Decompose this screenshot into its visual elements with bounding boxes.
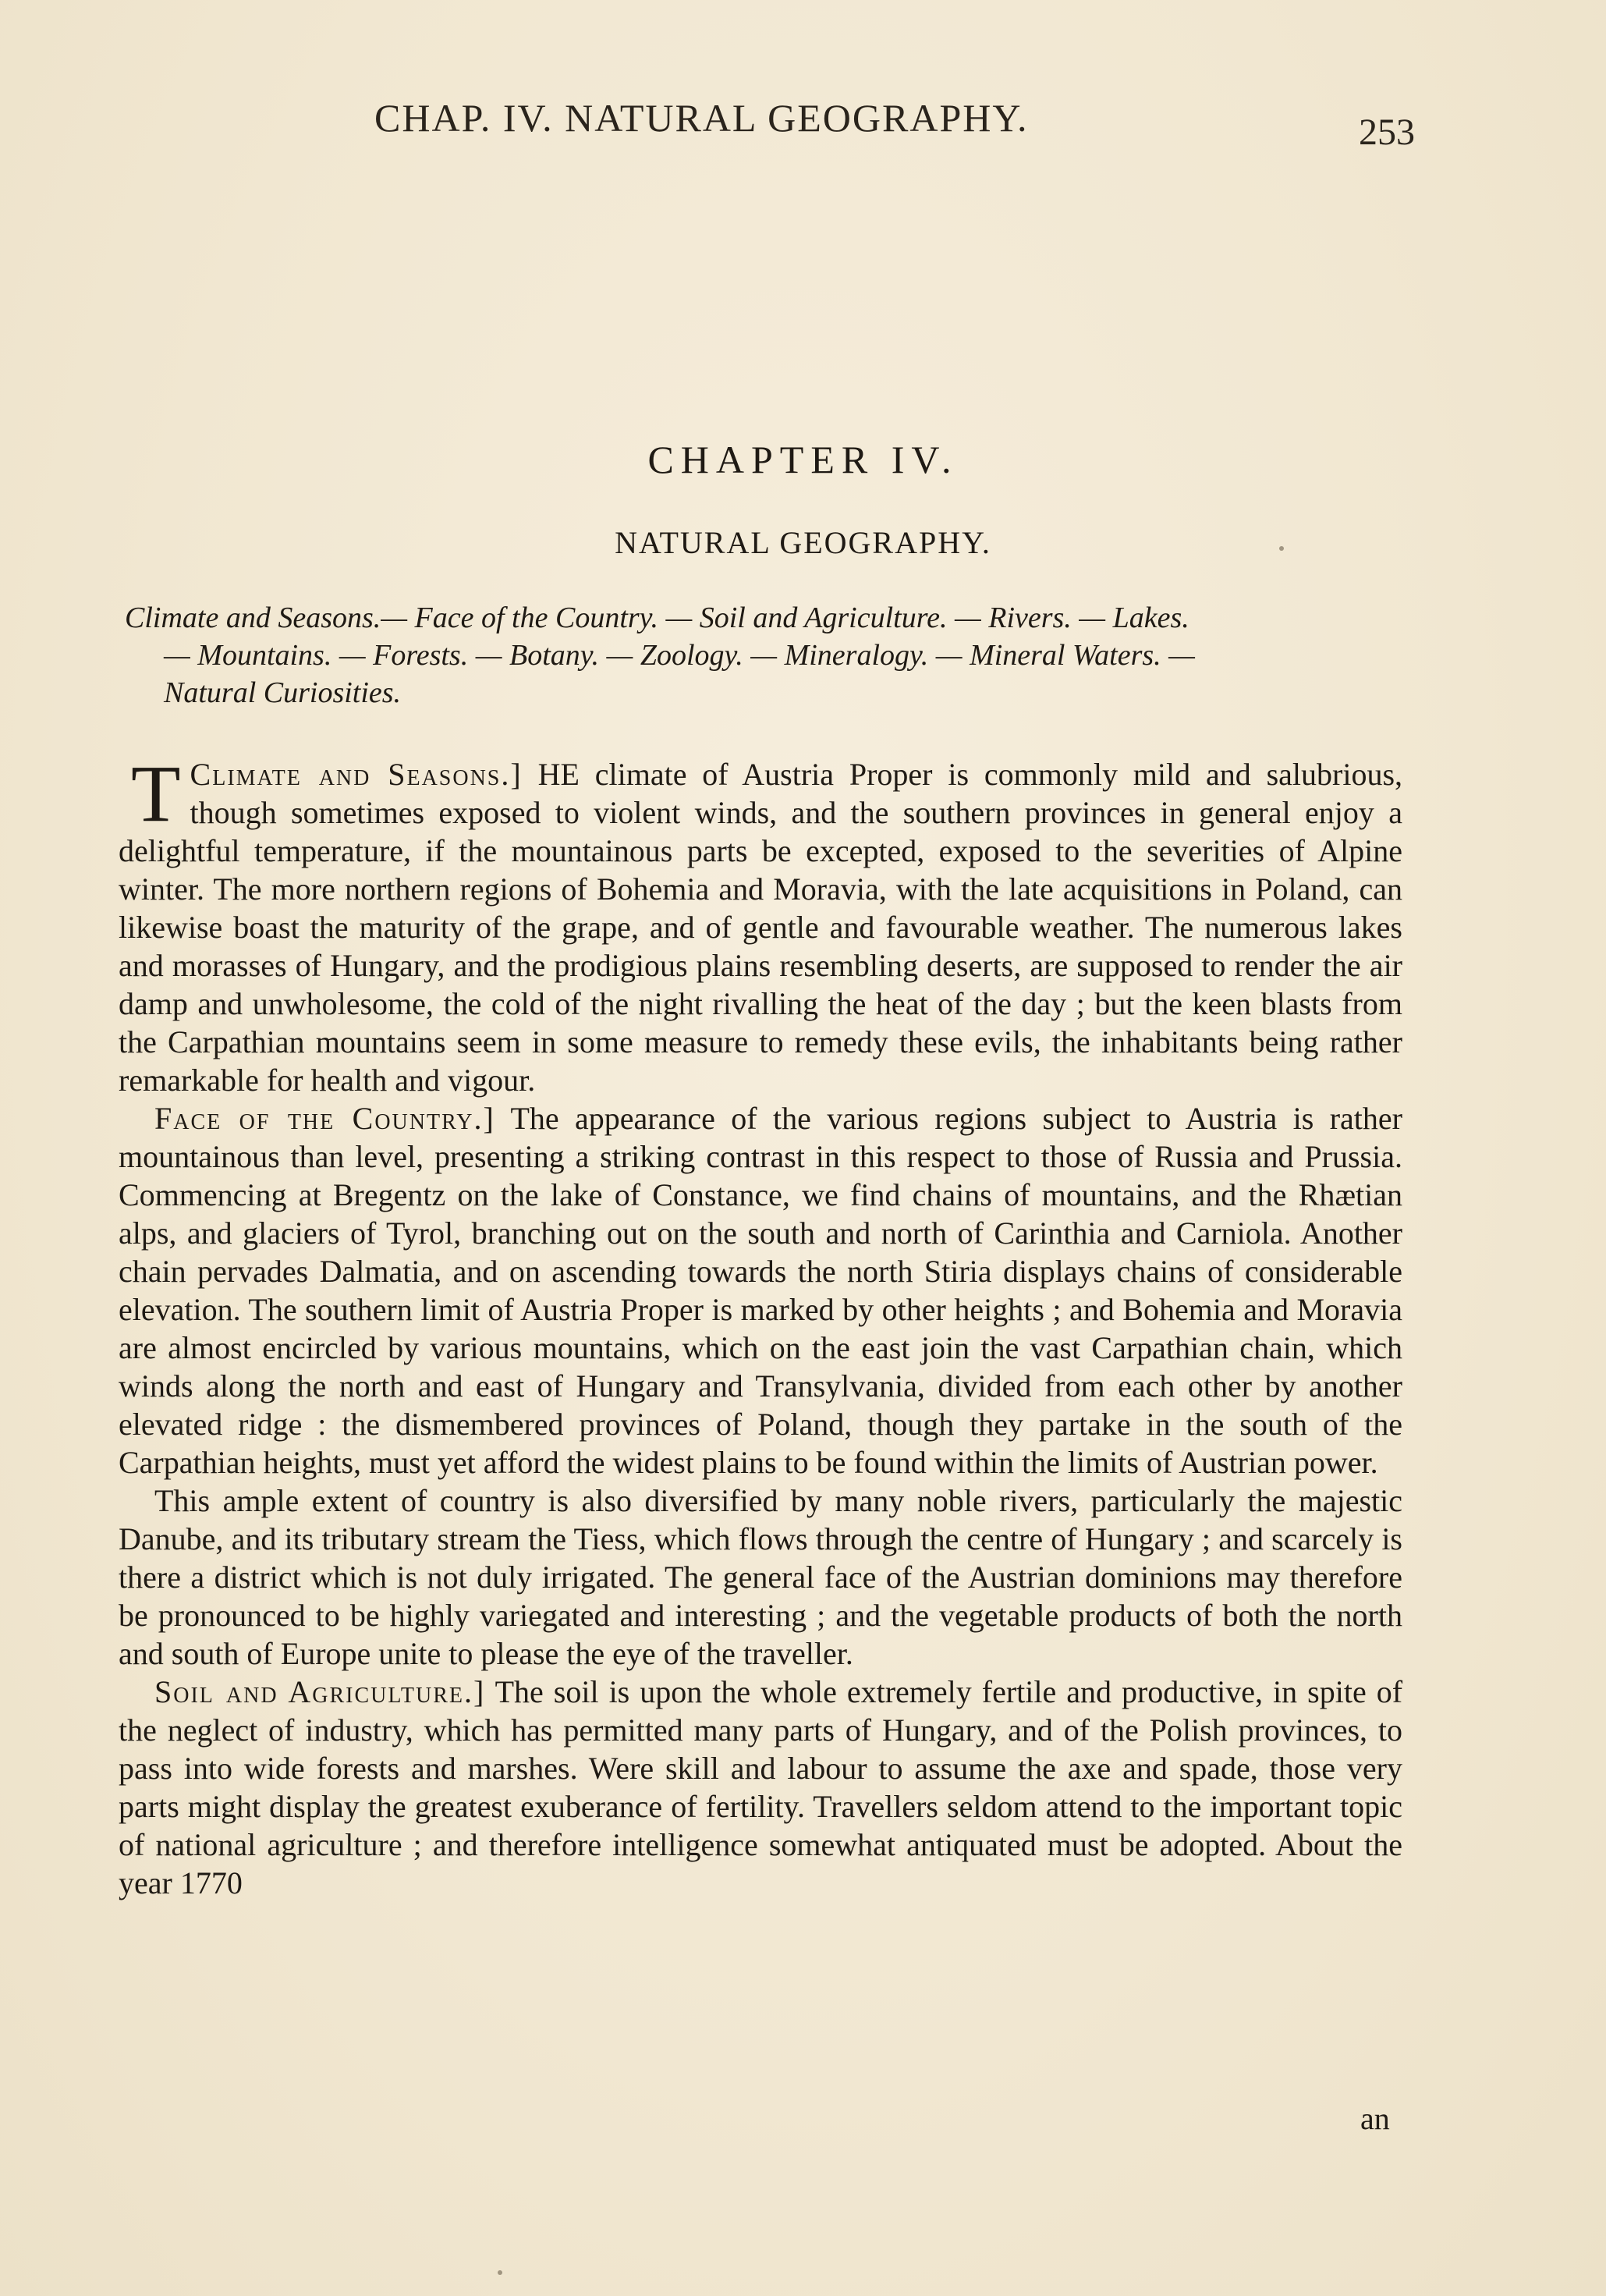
contents-line-3: Natural Curiosities.	[164, 676, 402, 709]
paragraph-face	[119, 1099, 1402, 1482]
running-head: CHAP. IV. NATURAL GEOGRAPHY.	[374, 96, 1029, 140]
paragraph-soil	[119, 1673, 1402, 1902]
paper-speck	[1279, 546, 1284, 551]
paragraph-soil-text: The soil is upon the whole extremely fertile and productive, in spite of the neglect of industry, which has permitted many parts of Hungary, and of the Polish provinces, to pass into wide forests and marshes. Were skill and labour to assume the axe and spade, those very parts might display the greatest exuberance of fertility. Travellers seldom attend to the important topic of national agriculture ; and therefore intelligence somewhat antiquated must be adopted. About the year 1770	[119, 1674, 1403, 1900]
section-heading-climate: Climate and Seasons.]	[190, 757, 523, 792]
section-heading-face: Face of the Country.]	[154, 1101, 495, 1136]
contents-line-2: — Mountains. — Forests. — Botany. — Zoology. — Mineralogy. — Mineral Waters. —	[164, 639, 1195, 672]
paragraph-rivers: This ample extent of country is also diversified by many noble rivers, particularly the majestic Danube, and its tributary stream the Tiess, which flows through the centre of Hungary ; and scarcely is there a district which is not duly irrigated. The general face of the Austrian dominions may therefore be pronounced to be highly variegated and interesting ; and the vegetable products of both the north and south of Europe unite to please the eye of the traveller.	[119, 1483, 1402, 1671]
chapter-contents	[125, 599, 1404, 712]
catchword: an	[1360, 2101, 1390, 2136]
chapter-subtitle: NATURAL GEOGRAPHY.	[615, 525, 991, 560]
paragraph-climate	[119, 749, 1403, 1099]
drop-cap: T	[131, 749, 181, 839]
body-text	[119, 749, 1403, 1902]
paragraph-climate-text: HE climate of Austria Proper is commonly mild and salubrious, though sometimes exposed to violent winds, and the southern provinces in general enjoy a delightful temperature, if the mountainous parts be excepted, exposed to the severities of Alpine winter. The more northern regions of Bohemia and Moravia, with the late acquisitions in Poland, can likewise boast the maturity of the grape, and of gentle and favourable weather. The numerous lakes and morasses of Hungary, and the prodigious plains resembling deserts, are supposed to render the air damp and unwholesome, the cold of the night rivalling the heat of the day ; but the keen blasts from the Carpathian mountains seem in some measure to remedy these evils, the inhabitants being rather remarkable for health and vigour.	[119, 757, 1403, 1098]
page-number: 253	[1359, 112, 1415, 153]
contents-line-1: Climate and Seasons.— Face of the Country. — Soil and Agriculture. — Rivers. — Lakes.	[125, 602, 1189, 634]
chapter-title: CHAPTER IV.	[647, 438, 959, 481]
paper-speck	[498, 2270, 502, 2275]
paragraph-face-text: The appearance of the various regions subject to Austria is rather mountainous than level, presenting a striking contrast in this respect to those of Russia and Prussia. Commencing at Bregentz on the lake of Constance, we find chains of mountains, and the Rhætian alps, and glaciers of Tyrol, branching out on the south and north of Carinthia and Carniola. Another chain pervades Dalmatia, and on ascending towards the north Stiria displays chains of considerable elevation. The southern limit of Austria Proper is marked by other heights ; and Bohemia and Moravia are almost encircled by various mountains, which on the east join the vast Carpathian chain, which winds along the north and east of Hungary and Transylvania, divided from each other by another elevated ridge : the dismembered provinces of Poland, though they partake in the south of the Carpathian heights, must yet afford the widest plains to be found within the limits of Austrian power.	[119, 1101, 1402, 1480]
section-heading-soil: Soil and Agriculture.]	[154, 1674, 486, 1709]
